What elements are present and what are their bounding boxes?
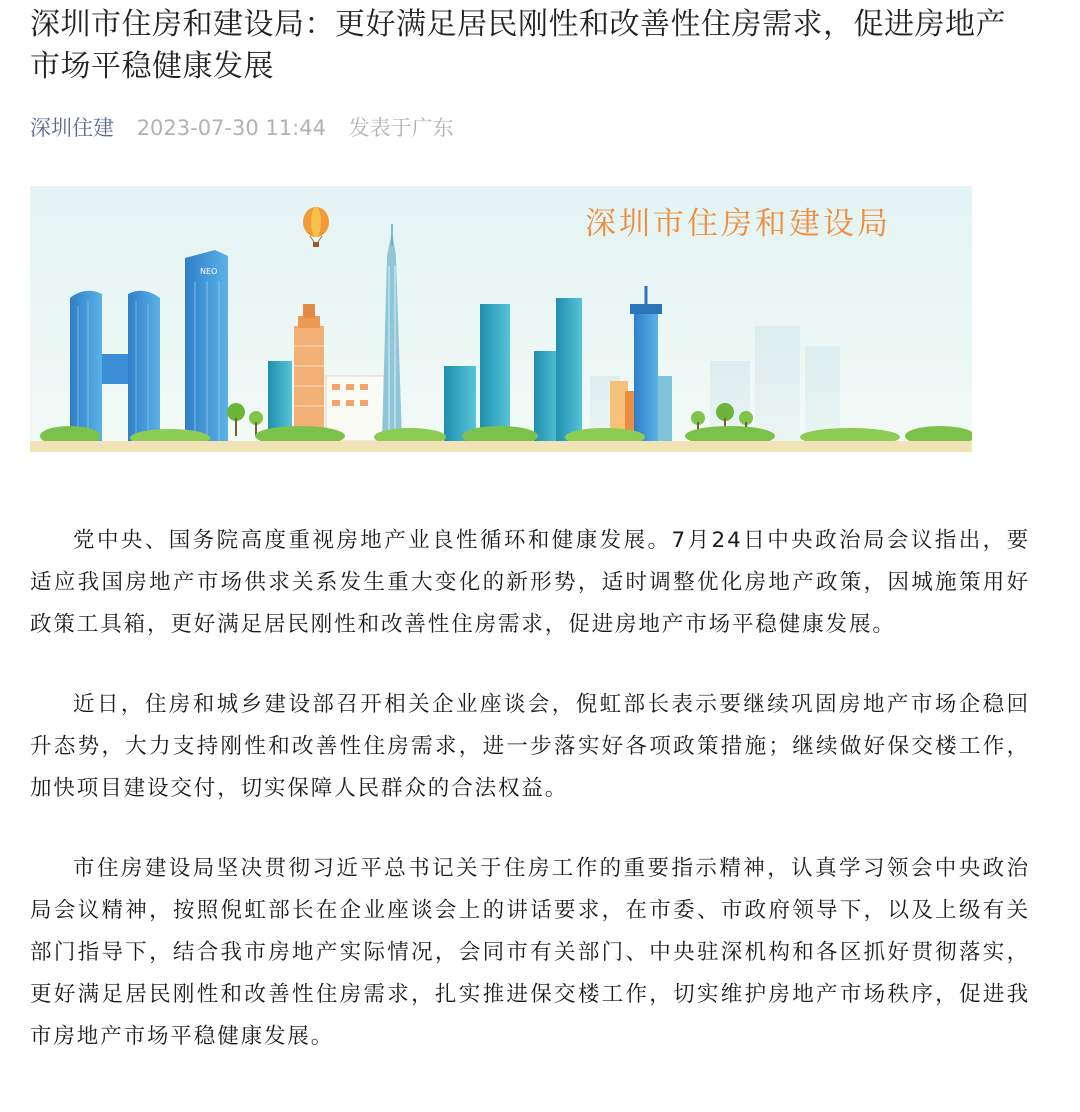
paragraph-1: 党中央、国务院高度重视房地产业良性循环和健康发展。7月24日中央政治局会议指出，要适应我国房地产市场供求关系发生重大变化的新形势，适时调整优化房地产政策，因城施策用好政策工具箱，更好满足居民刚性和改善性住房需求，促进房地产市场平稳健康发展。	[30, 528, 1030, 637]
publish-location: 发表于广东	[348, 116, 454, 140]
svg-text:NEO: NEO	[200, 267, 218, 276]
author-link[interactable]: 深圳住建	[30, 116, 114, 140]
orange-tower	[294, 304, 324, 441]
publish-time: 2023-07-30 11:44	[136, 116, 326, 140]
paragraph-3: 市住房建设局坚决贯彻习近平总书记关于住房工作的重要指示精神，认真学习领会中央政治局会议精神，按照倪虹部长在企业座谈会上的讲话要求，在市委、市政府领导下，以及上级有关部门指导下，结合我市房地产实际情况，会同市有关部门、中央驻深机构和各区抓好贯彻落实，更好满足居民刚性和改善性住房需求，扎实推进保交楼工作，切实维护房地产市场秩序，促进我市房地产市场平稳健康发展。	[30, 856, 1030, 1049]
article-title: 深圳市住房和建设局：更好满足居民刚性和改善性住房需求，促进房地产市场平稳健康发展	[30, 7, 1006, 84]
paragraph-2: 近日，住房和城乡建设部召开相关企业座谈会，倪虹部长表示要继续巩固房地产市场企稳回升态势，大力支持刚性和改善性住房需求，进一步落实好各项政策措施；继续做好保交楼工作，加快项目建设交付，切实保障人民群众的合法权益。	[30, 692, 1030, 801]
article-meta	[30, 114, 1030, 142]
banner-caption: 深圳市住房和建设局	[585, 206, 891, 242]
banner-image	[30, 186, 972, 452]
ground-strip	[30, 441, 972, 452]
article	[30, 0, 1030, 1049]
neo-tower	[185, 250, 228, 441]
article-body	[30, 520, 1030, 1096]
